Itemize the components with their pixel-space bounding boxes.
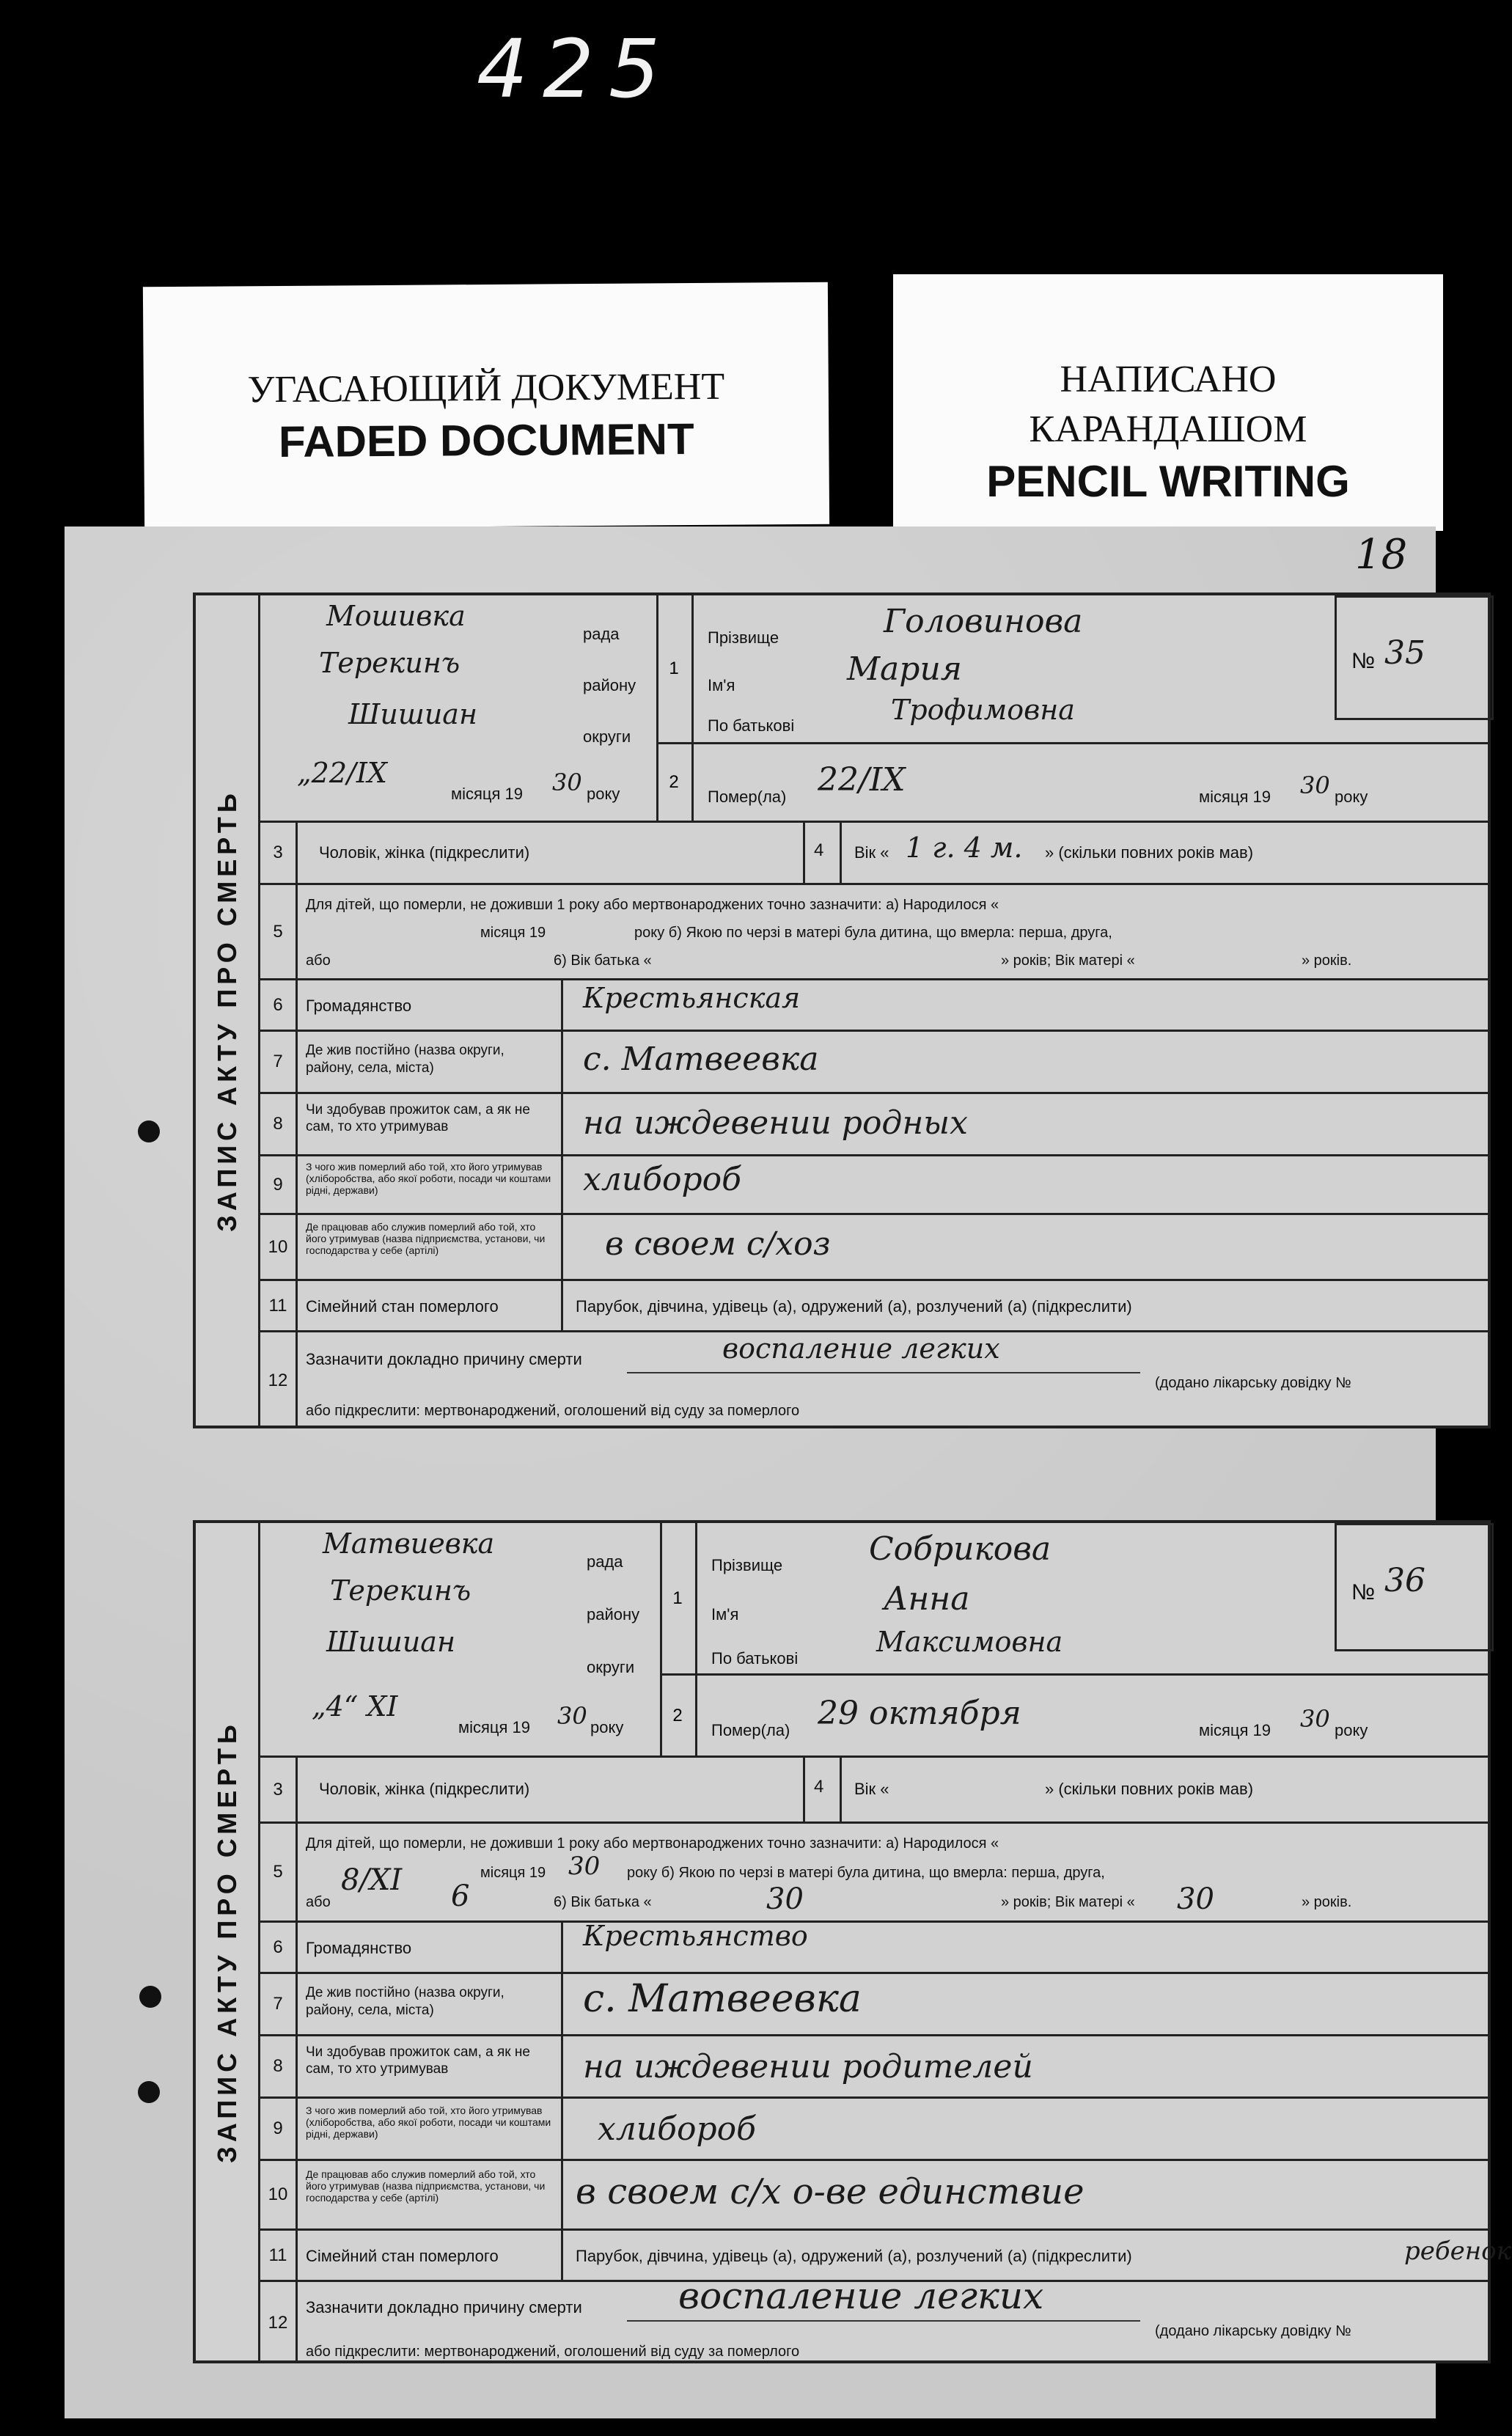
- faded-document-label: [143, 282, 829, 529]
- punch-hole: [138, 1120, 160, 1142]
- death-record-1: [193, 593, 1491, 1428]
- record-number: 35: [1384, 634, 1425, 672]
- death-date-value: 29 октября: [818, 1695, 1021, 1732]
- row-7: 7 Де жив постійно (назва округи, району, села, міста) с. Матвеевка: [260, 1032, 1488, 1094]
- row-11: 11 Сімейний стан померлого Парубок, дівчина, удівець (а), одружений (а), розлучений (а) (підкреслити): [260, 1281, 1488, 1332]
- sex-label: Чоловік, жінка (підкреслити): [319, 843, 530, 862]
- year-label: року: [590, 1718, 624, 1736]
- okruha-label: округи: [587, 1658, 635, 1676]
- row-7: 7 Де жив постійно (назва округи, району, села, міста) с. Матвеевка: [260, 1974, 1488, 2036]
- name-value: Мария: [847, 650, 962, 688]
- cause-label: Зазначити докладно причину смерти: [306, 1350, 582, 1368]
- death-year-label: року: [1335, 788, 1368, 806]
- row5-or: або: [306, 953, 331, 969]
- row-3: 3 Чоловік, жінка (підкреслити) 4 Вік « 1 г. 4 м. » (скільки повних років мав): [260, 823, 1488, 885]
- header-block: [260, 595, 1488, 823]
- okruha-value: Шишиан: [348, 698, 477, 730]
- marital-options: Парубок, дівчина, удівець (а), одружений (а), розлучений (а) (підкреслити): [576, 2247, 1132, 2265]
- year-value: 30: [557, 1702, 587, 1730]
- side-title: ЗАПИС АКТУ ПРО СМЕРТЬ: [196, 595, 260, 1426]
- livelihood-label: З чого жив померлий або той, хто його утримував (хліборобства, або якої роботи, посади чи коштами рідні, держави): [306, 1161, 551, 1196]
- field-2-number: 2: [656, 742, 694, 823]
- work-label: Де працював або служив померлий або той, хто його утримував (назва підприємства, установи, чи господарства у себе (артілі): [306, 1221, 546, 1256]
- residence-value: с. Матвеевка: [583, 1977, 862, 2021]
- field-1-number: 1: [660, 1523, 697, 1676]
- marital-extra: ребенок: [1404, 2237, 1511, 2266]
- livelihood-label: З чого жив померлий або той, хто його утримував (хліборобства, або якої роботи, посади чи коштами рідні, держави): [306, 2105, 551, 2140]
- age-suffix: » (скільки повних років мав): [1045, 1780, 1254, 1798]
- citizenship-label: Громадянство: [306, 1939, 412, 1957]
- row-9: 9 З чого жив померлий або той, хто його утримував (хліборобства, або якої роботи, посади чи коштами рідні, держави) хлибороб: [260, 1156, 1488, 1215]
- header-block: [260, 1523, 1488, 1758]
- mother-age-value: 30: [1177, 1882, 1214, 1916]
- support-value: на иждевении родных: [583, 1104, 968, 1142]
- citizenship-label: Громадянство: [306, 997, 412, 1015]
- row5-or: або: [306, 1894, 331, 1910]
- faded-label-en: FADED DOCUMENT: [278, 414, 694, 466]
- patronymic-label: По батькові: [708, 716, 795, 735]
- punch-hole: [139, 1986, 161, 2008]
- medical-certificate-label: (додано лікарську довідку №: [1155, 2323, 1351, 2339]
- pencil-writing-label: [893, 274, 1443, 531]
- surname-label: Прізвище: [708, 628, 779, 647]
- row-12: 12 Зазначити докладно причину смерти воспаление легких (додано лікарську довідку № або підкреслити: мертвонароджений, оголошений від суду за померлого: [260, 1332, 1488, 1428]
- name-value: Анна: [884, 1580, 970, 1618]
- medical-certificate-label: (додано лікарську довідку №: [1155, 1375, 1351, 1391]
- month-label: місяця 19: [458, 1718, 531, 1736]
- okruha-value: Шишиан: [326, 1626, 455, 1658]
- pencil-label-ru-1: НАПИСАНО: [1060, 359, 1277, 400]
- patronymic-value: Трофимовна: [891, 694, 1075, 726]
- row-10: 10 Де працював або служив померлий або той, хто його утримував (назва підприємства, установи, чи господарства у себе (артілі) в своем с/х о-ве единствие: [260, 2161, 1488, 2231]
- row-12: 12 Зазначити докладно причину смерти воспаление легких (додано лікарську довідку № або підкреслити: мертвонароджений, оголошений від суду за померлого: [260, 2282, 1488, 2363]
- pencil-label-en: PENCIL WRITING: [986, 457, 1350, 506]
- sheet-number: 18: [1355, 531, 1408, 579]
- marital-options: Парубок, дівчина, удівець (а), одружений (а), розлучений (а) (підкреслити): [576, 1297, 1132, 1316]
- cause-label: Зазначити докладно причину смерти: [306, 2298, 582, 2316]
- name-label: Ім'я: [711, 1605, 739, 1624]
- marital-label: Сімейний стан померлого: [306, 2247, 499, 2265]
- year-value: 30: [552, 768, 582, 796]
- row5-order-value: 6: [451, 1879, 470, 1913]
- row5-line2: року б) Якою по черзі в матері була дитина, що вмерла: перша, друга,: [634, 925, 1112, 941]
- marital-label: Сімейний стан померлого: [306, 1297, 499, 1316]
- row-8: 8 Чи здобував прожиток сам, а як не сам, то хто утримував на иждевении родителей: [260, 2036, 1488, 2099]
- record-number-box: [1335, 1523, 1494, 1651]
- residence-label: Де жив постійно (назва округи, району, села, міста): [306, 1985, 504, 2018]
- support-label: Чи здобував прожиток сам, а як не сам, то хто утримував: [306, 2044, 530, 2077]
- number-sign: №: [1351, 1580, 1376, 1604]
- death-year-value: 30: [1300, 1705, 1330, 1733]
- archive-number: 425: [477, 22, 675, 116]
- rada-value: Матвиевка: [323, 1527, 495, 1560]
- row-5: 5 Для дітей, що померли, не доживши 1 року або мертвонароджених точно зазначити: а) Народилося « місяця 19 року б) Якою по черзі в матері була дитина, що вмерла: перша, друга, або 6) Вік батька « » років; Вік матері « » років.: [260, 885, 1488, 980]
- age-suffix: » (скільки повних років мав): [1045, 843, 1254, 862]
- record-sheet: [65, 527, 1511, 2418]
- month-label: місяця 19: [451, 785, 524, 803]
- age-value: 1 г. 4 м.: [906, 832, 1023, 864]
- row5-mother-age-label: » років; Вік матері «: [1001, 953, 1135, 969]
- date-value: „22/IX: [297, 757, 387, 789]
- citizenship-value: Крестьянская: [583, 982, 801, 1014]
- livelihood-value: хлибороб: [583, 1161, 742, 1198]
- row-9: 9 З чого жив померлий або той, хто його утримував (хліборобства, або якої роботи, посади чи коштами рідні, держави) хлибороб: [260, 2099, 1488, 2161]
- surname-value: Собрикова: [869, 1530, 1052, 1568]
- row-10: 10 Де працював або служив померлий або той, хто його утримував (назва підприємства, установи, чи господарства у себе (артілі) в своем с/хоз: [260, 1215, 1488, 1281]
- year-label: року: [587, 785, 620, 803]
- row-6: 6 Громадянство Крестьянство: [260, 1923, 1488, 1974]
- field-1-number: 1: [656, 595, 694, 744]
- row-8: 8 Чи здобував прожиток сам, а як не сам, то хто утримував на иждевении родных: [260, 1094, 1488, 1156]
- row5-month: місяця 19: [480, 925, 546, 941]
- row5-line2: року б) Якою по черзі в матері була дитина, що вмерла: перша, друга,: [627, 1865, 1105, 1881]
- raion-value: Терекинъ: [330, 1574, 471, 1607]
- punch-hole: [138, 2081, 160, 2103]
- raion-label: району: [587, 1605, 640, 1624]
- rada-label: рада: [587, 1552, 623, 1571]
- row5-line1: Для дітей, що померли, не доживши 1 року або мертвонароджених точно зазначити: а) Народилося «: [306, 897, 999, 913]
- row5-father-age-label: 6) Вік батька «: [554, 1894, 652, 1910]
- stillborn-note: або підкреслити: мертвонароджений, оголошений від суду за померлого: [306, 2344, 800, 2360]
- cause-value: воспаление легких: [722, 1332, 1000, 1365]
- row5-birth-date: 8/XI: [341, 1863, 403, 1897]
- field-2-number: 2: [660, 1673, 697, 1758]
- residence-value: с. Матвеевка: [583, 1041, 819, 1078]
- row-11: 11 Сімейний стан померлого Парубок, дівчина, удівець (а), одружений (а), розлучений (а) (підкреслити) ребенок: [260, 2231, 1488, 2282]
- pencil-label-ru-2: КАРАНДАШОМ: [1029, 408, 1307, 450]
- rada-value: Мошивка: [326, 600, 466, 632]
- age-label: Вік «: [854, 843, 889, 862]
- field-4-number: 4: [814, 1777, 824, 1797]
- record-number: 36: [1384, 1562, 1425, 1599]
- row5-month: місяця 19: [480, 1865, 546, 1881]
- row-5: 5 Для дітей, що померли, не доживши 1 року або мертвонароджених точно зазначити: а) Народилося « місяця 19 30 року б) Якою по черзі в матері була дитина, що вмерла: перша, друга, або 8/XI 6 6) Вік батька « 30 » років; Вік матері « 30 » років.: [260, 1824, 1488, 1923]
- age-label: Вік «: [854, 1780, 889, 1798]
- name-label: Ім'я: [708, 676, 735, 694]
- citizenship-value: Крестьянство: [583, 1920, 808, 1952]
- death-year-label: року: [1335, 1721, 1368, 1739]
- father-age-value: 30: [766, 1882, 804, 1916]
- row5-line1: Для дітей, що померли, не доживши 1 року або мертвонароджених точно зазначити: а) Народилося «: [306, 1835, 999, 1852]
- death-month-label: місяця 19: [1199, 788, 1271, 806]
- support-value: на иждевении родителей: [583, 2048, 1033, 2085]
- surname-label: Прізвище: [711, 1556, 783, 1574]
- raion-value: Терекинъ: [319, 647, 460, 679]
- faded-label-ru: УГАСАЮЩИЙ ДОКУМЕНТ: [247, 365, 725, 411]
- death-record-2: [193, 1520, 1511, 2363]
- support-label: Чи здобував прожиток сам, а як не сам, то хто утримував: [306, 1102, 530, 1134]
- side-title: ЗАПИС АКТУ ПРО СМЕРТЬ: [196, 1523, 260, 2360]
- stillborn-note: або підкреслити: мертвонароджений, оголошений від суду за померлого: [306, 1403, 800, 1419]
- row-3: 3 Чоловік, жінка (підкреслити) 4 Вік « » (скільки повних років мав): [260, 1758, 1488, 1824]
- date-value: „4“ XI: [312, 1690, 398, 1723]
- death-year-value: 30: [1300, 771, 1330, 799]
- number-sign: №: [1351, 649, 1376, 673]
- cause-value: воспаление легких: [678, 2275, 1044, 2317]
- death-date-label: Помер(ла): [708, 788, 787, 806]
- row5-years: » років.: [1302, 1894, 1352, 1910]
- work-value: в своем с/х о-ве единствие: [576, 2171, 1085, 2212]
- work-value: в своем с/хоз: [605, 1225, 831, 1263]
- patronymic-label: По батькові: [711, 1649, 799, 1668]
- death-date-label: Помер(ла): [711, 1721, 790, 1739]
- row5-father-age-label: 6) Вік батька «: [554, 953, 652, 969]
- row5-mother-age-label: » років; Вік матері «: [1001, 1894, 1135, 1910]
- residence-label: Де жив постійно (назва округи, району, села, міста): [306, 1043, 504, 1076]
- death-month-label: місяця 19: [1199, 1721, 1271, 1739]
- okruha-label: округи: [583, 727, 631, 746]
- row5-year-value: 30: [568, 1852, 601, 1881]
- sex-label: Чоловік, жінка (підкреслити): [319, 1780, 530, 1798]
- raion-label: району: [583, 676, 636, 694]
- livelihood-value: хлибороб: [598, 2110, 757, 2148]
- work-label: Де працював або служив померлий або той, хто його утримував (назва підприємства, установи, чи господарства у себе (артілі): [306, 2168, 546, 2204]
- row-6: 6 Громадянство Крестьянская: [260, 980, 1488, 1032]
- record-number-box: [1335, 595, 1494, 720]
- rada-label: рада: [583, 625, 620, 643]
- death-date-value: 22/IX: [818, 761, 906, 799]
- field-4-number: 4: [814, 840, 824, 860]
- row5-years: » років.: [1302, 953, 1352, 969]
- surname-value: Головинова: [884, 603, 1083, 640]
- patronymic-value: Максимовна: [876, 1626, 1063, 1658]
